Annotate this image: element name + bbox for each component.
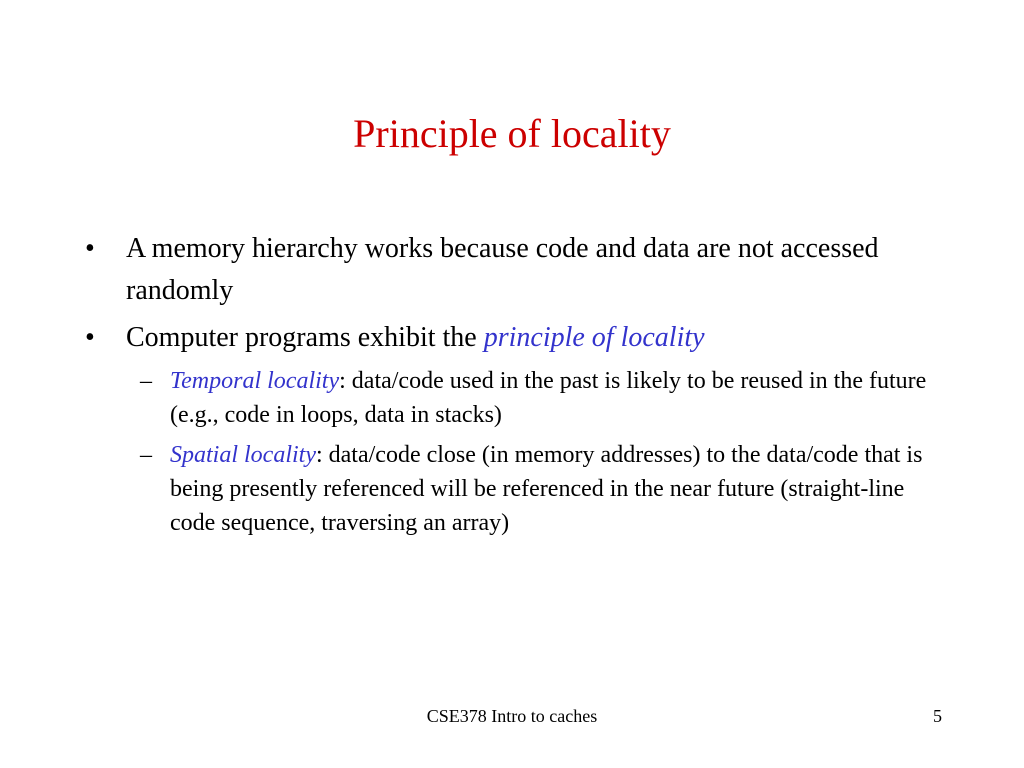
page-number: 5 [933, 706, 942, 726]
subbullet-term: Temporal locality [170, 368, 340, 394]
subbullet-marker: – [140, 368, 152, 394]
bullet-text: A memory hierarchy works because code and data are not accessed randomly [126, 233, 879, 306]
bullet-marker: • [85, 233, 95, 264]
bullet-item [82, 317, 942, 359]
bullet-highlight: principle of locality [483, 322, 705, 353]
bullet-item [82, 228, 942, 312]
subbullet-term: Spatial locality [170, 442, 316, 468]
subbullet-marker: – [140, 442, 152, 468]
bullet-text: Computer programs exhibit the [126, 322, 484, 353]
bullet-marker: • [85, 322, 95, 353]
bullet-list [82, 228, 942, 546]
subbullet-item [82, 364, 942, 432]
subbullet-item [82, 438, 942, 540]
subbullet-text: : data/code used in the past is likely to be reused in the future (e.g., code in loops, data in stacks) [170, 368, 927, 428]
slide-title: Principle of locality [353, 111, 671, 156]
slide-footer: CSE378 Intro to caches [426, 706, 598, 726]
subbullet-text: : data/code close (in memory addresses) to the data/code that is being presently referenced will be referenced in the near future (straight-line code sequence, traversing an array) [170, 442, 923, 536]
